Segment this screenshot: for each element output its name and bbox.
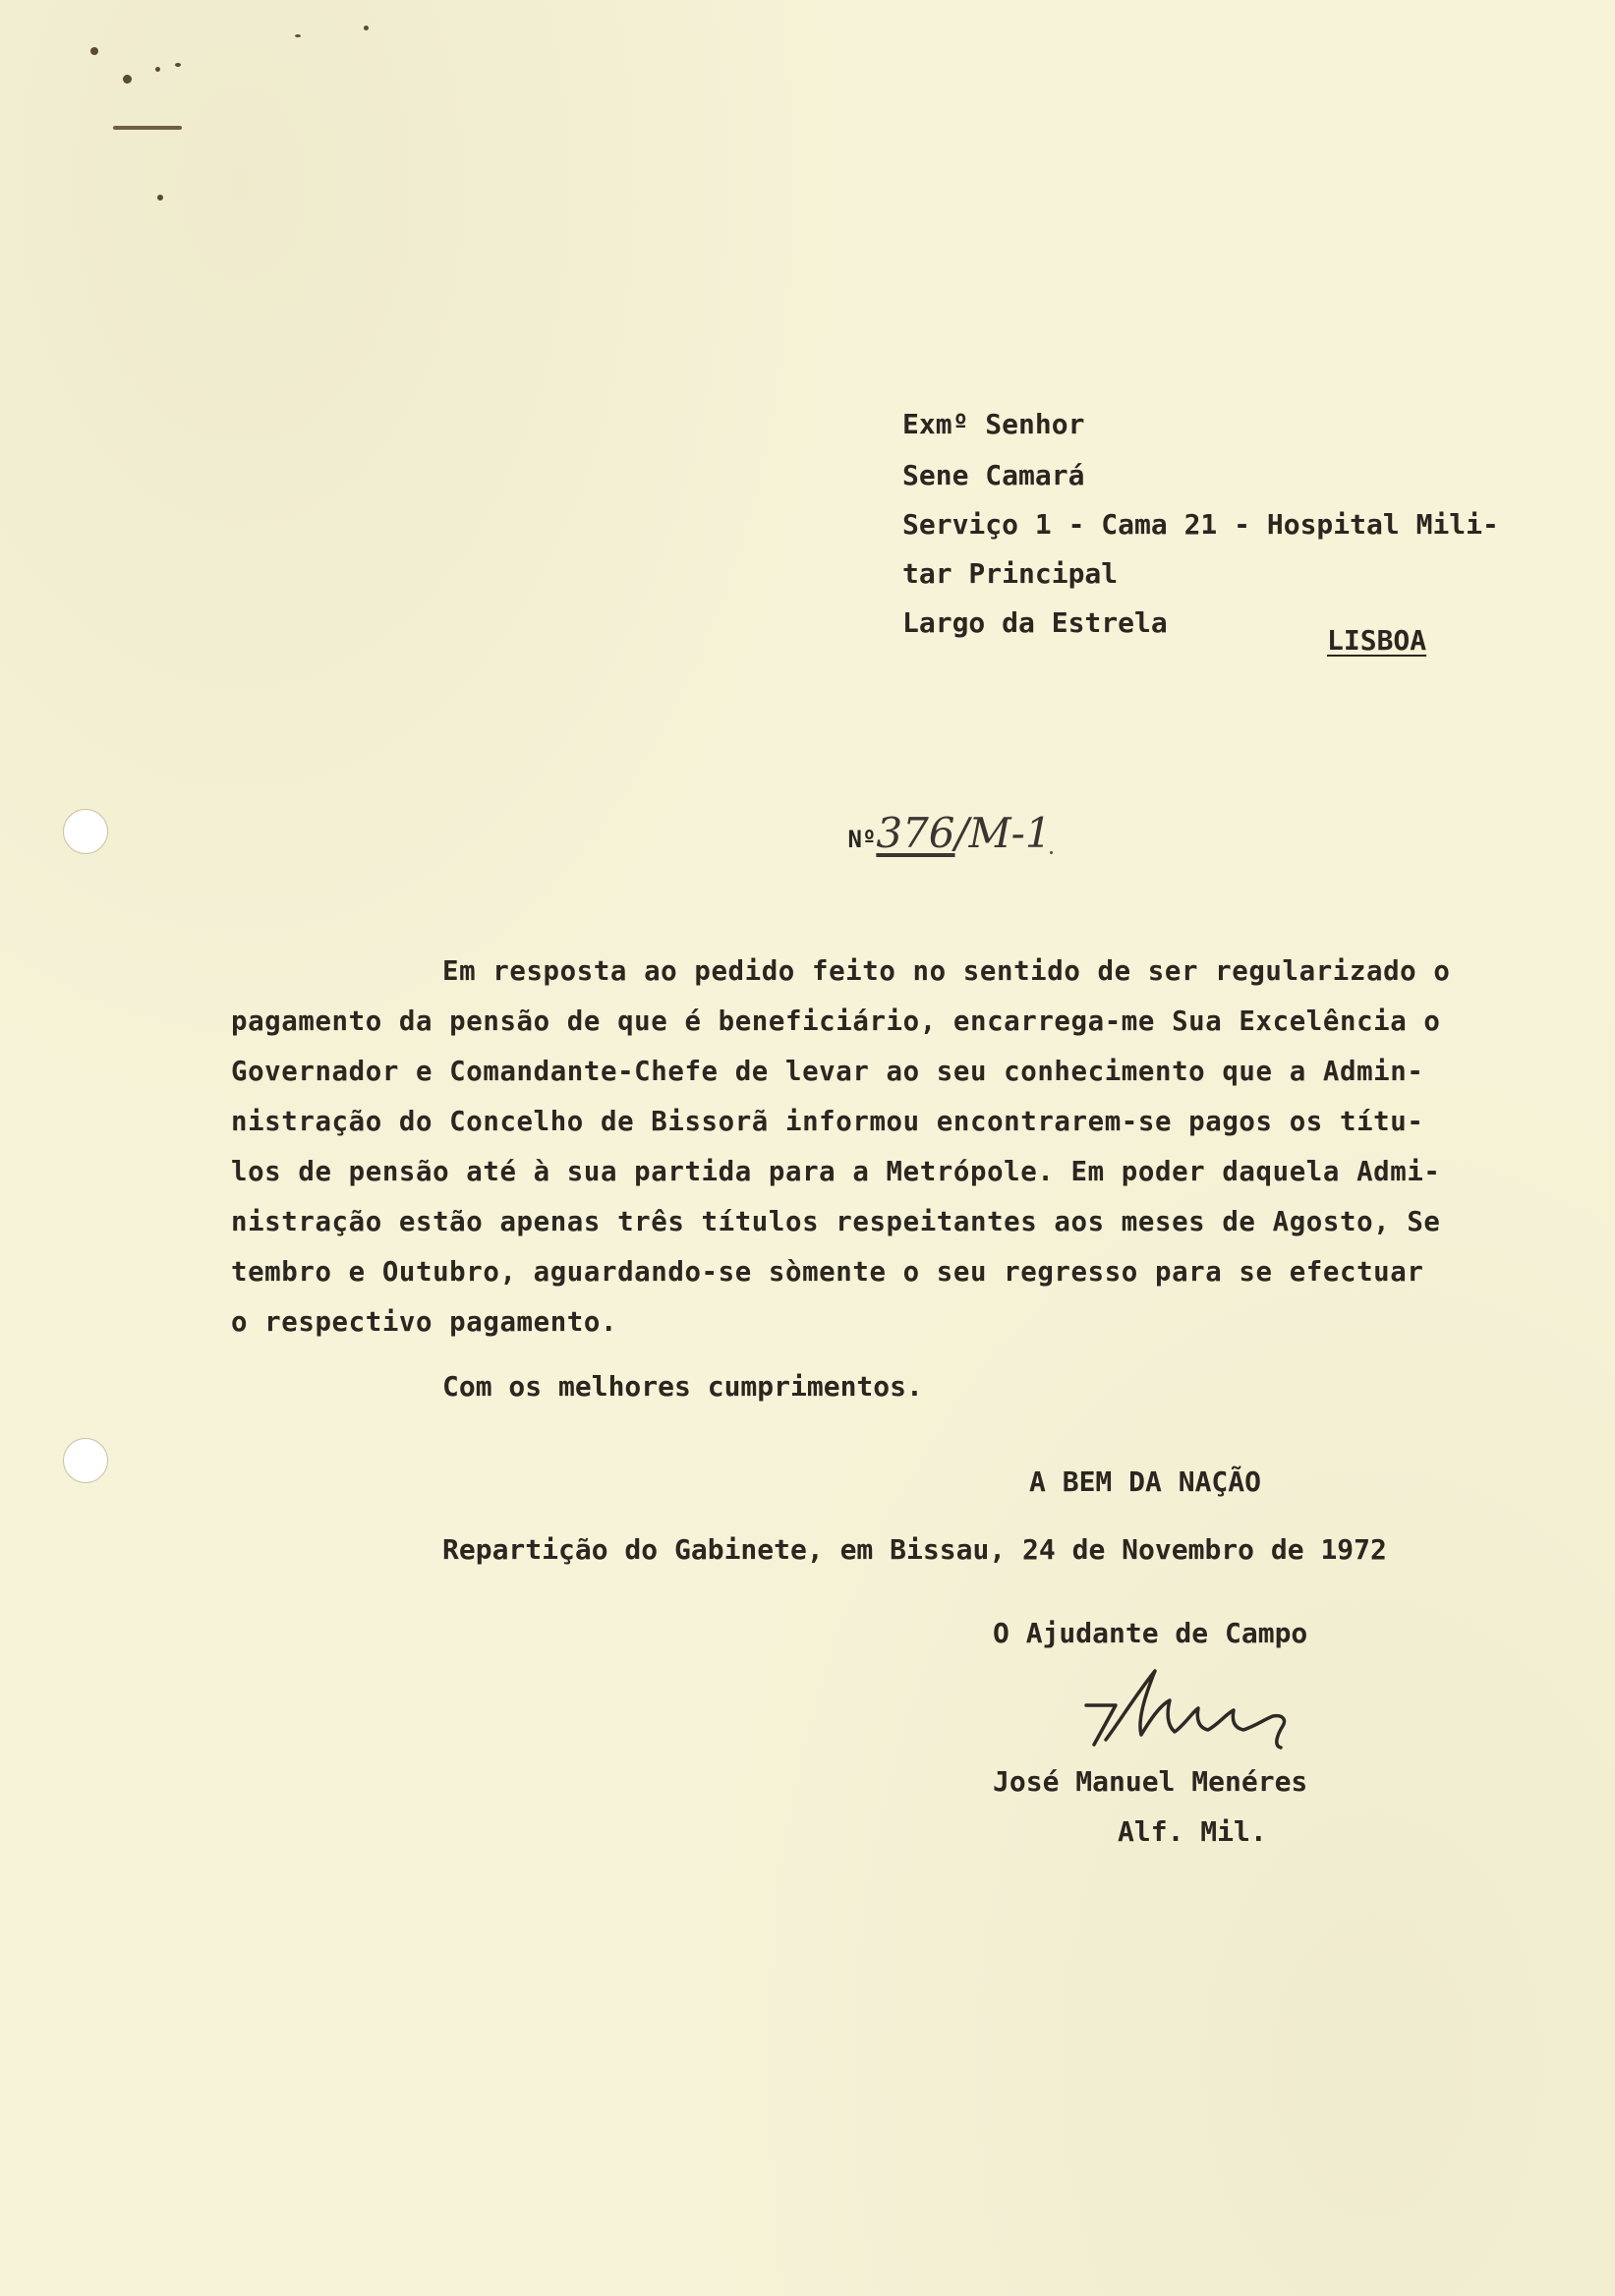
body-line: pagamento da pensão de que é beneficiário, encarrega-me Sua Excelência o xyxy=(231,1006,1441,1037)
body-line: nistração estão apenas três títulos respeitantes aos meses de Agosto, Se xyxy=(231,1207,1441,1237)
recipient-name: Sene Camará xyxy=(902,459,1085,491)
punch-hole xyxy=(63,809,108,854)
body-line: Em resposta ao pedido feito no sentido de ser regularizado o xyxy=(442,956,1451,987)
closing-line: Com os melhores cumprimentos. xyxy=(442,1370,923,1403)
reference-prefix: Nº xyxy=(847,826,877,853)
place-date: Repartição do Gabinete, em Bissau, 24 de Novembro de 1972 xyxy=(442,1533,1387,1566)
body-line: nistração do Concelho de Bissorã informou encontrarem-se pagos os títu- xyxy=(231,1107,1424,1137)
reference-number-value: 376 xyxy=(876,809,955,857)
signatory-role: O Ajudante de Campo xyxy=(993,1617,1308,1649)
recipient-address-line: Largo da Estrela xyxy=(902,606,1168,639)
body-line: tembro e Outubro, aguardando-se sòmente o seu regresso para se efectuar xyxy=(231,1257,1424,1288)
signatory-name: José Manuel Menéres xyxy=(993,1765,1308,1798)
punch-hole xyxy=(63,1438,108,1483)
body-line: o respectivo pagamento. xyxy=(231,1307,618,1338)
reference-suffix: /M-1 xyxy=(954,809,1052,857)
recipient-address-line: Serviço 1 - Cama 21 - Hospital Mili- xyxy=(902,508,1499,541)
recipient-city: LISBOA xyxy=(1327,624,1427,657)
recipient-address-line: tar Principal xyxy=(902,557,1119,590)
body-line: los de pensão até à sua partida para a Metrópole. Em poder daquela Admi- xyxy=(231,1157,1441,1187)
handwritten-signature xyxy=(1076,1651,1332,1759)
reference-number xyxy=(781,776,1052,890)
signatory-rank: Alf. Mil. xyxy=(1118,1815,1267,1848)
body-line: Governador e Comandante-Chefe de levar ao seu conhecimento que a Admin- xyxy=(231,1057,1424,1087)
motto: A BEM DA NAÇÃO xyxy=(1029,1465,1262,1498)
recipient-salutation: Exmº Senhor xyxy=(902,408,1085,440)
